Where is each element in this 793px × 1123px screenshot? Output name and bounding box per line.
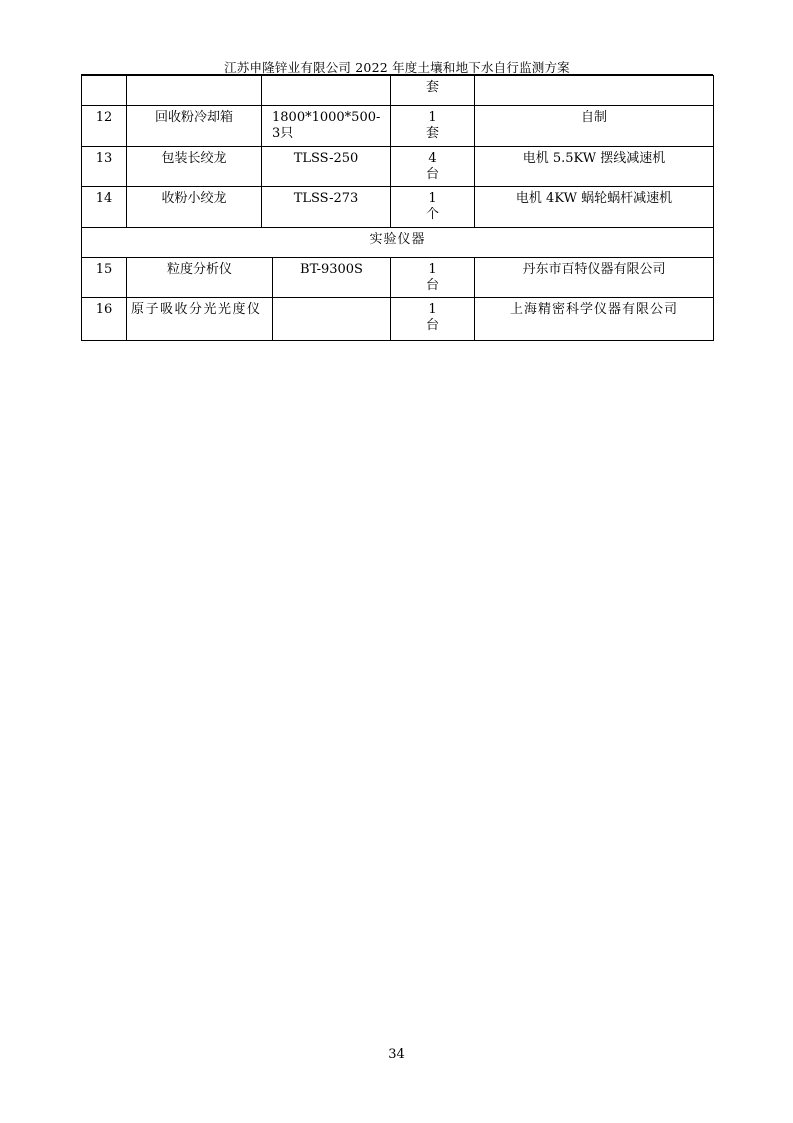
equipment-name-cell: 回收粉冷却箱 — [127, 106, 262, 147]
note-cell: 电机 5.5KW 摆线减速机 — [475, 147, 714, 187]
equipment-name-cell: 包装长绞龙 — [127, 147, 262, 187]
quantity-unit: 台 — [425, 318, 439, 333]
row-number-cell — [82, 76, 127, 106]
row-number-cell: 16 — [82, 298, 127, 341]
quantity-unit: 套 — [425, 80, 439, 95]
note-cell: 自制 — [475, 106, 714, 147]
note-cell — [475, 76, 714, 106]
table-row — [82, 76, 714, 106]
equipment-table — [81, 75, 714, 341]
quantity-cell — [391, 298, 475, 341]
model-cell: TLSS-273 — [262, 187, 391, 228]
model-cell: BT-9300S — [273, 258, 391, 298]
quantity-cell — [391, 106, 475, 147]
quantity-unit: 套 — [425, 126, 439, 141]
model-cell — [273, 298, 391, 341]
model-cell — [262, 76, 391, 106]
section-row — [82, 228, 714, 258]
quantity-value: 1 — [428, 110, 437, 125]
row-number-cell: 13 — [82, 147, 127, 187]
model-cell: 1800*1000*500-3只 — [262, 106, 391, 147]
quantity-cell — [391, 258, 475, 298]
quantity-value: 4 — [428, 151, 437, 166]
quantity-value: 1 — [428, 191, 437, 206]
table-row — [82, 187, 714, 228]
table-row — [82, 106, 714, 147]
quantity-unit: 台 — [425, 167, 439, 182]
note-cell: 丹东市百特仪器有限公司 — [475, 258, 714, 298]
equipment-name-cell: 收粉小绞龙 — [127, 187, 262, 228]
quantity-cell — [391, 147, 475, 187]
section-heading: 实验仪器 — [82, 228, 714, 258]
table-row — [82, 147, 714, 187]
quantity-unit: 台 — [425, 278, 439, 293]
equipment-name-cell: 粒度分析仪 — [127, 258, 273, 298]
row-number-cell: 15 — [82, 258, 127, 298]
table-row — [82, 298, 714, 341]
row-number-cell: 12 — [82, 106, 127, 147]
quantity-unit: 个 — [425, 207, 439, 222]
note-cell: 上海精密科学仪器有限公司 — [475, 298, 714, 341]
table-row — [82, 258, 714, 298]
quantity-cell — [391, 187, 475, 228]
equipment-name-cell — [127, 76, 262, 106]
running-header: 江苏申隆锌业有限公司 2022 年度土壤和地下水自行监测方案 — [224, 60, 570, 75]
page-number: 34 — [388, 1047, 405, 1062]
equipment-name-cell: 原子吸收分光光度仪 — [127, 298, 273, 341]
quantity-value: 1 — [428, 302, 437, 317]
model-cell: TLSS-250 — [262, 147, 391, 187]
row-number-cell: 14 — [82, 187, 127, 228]
note-cell: 电机 4KW 蜗轮蜗杆减速机 — [475, 187, 714, 228]
quantity-value: 1 — [428, 262, 437, 277]
quantity-cell — [391, 76, 475, 106]
